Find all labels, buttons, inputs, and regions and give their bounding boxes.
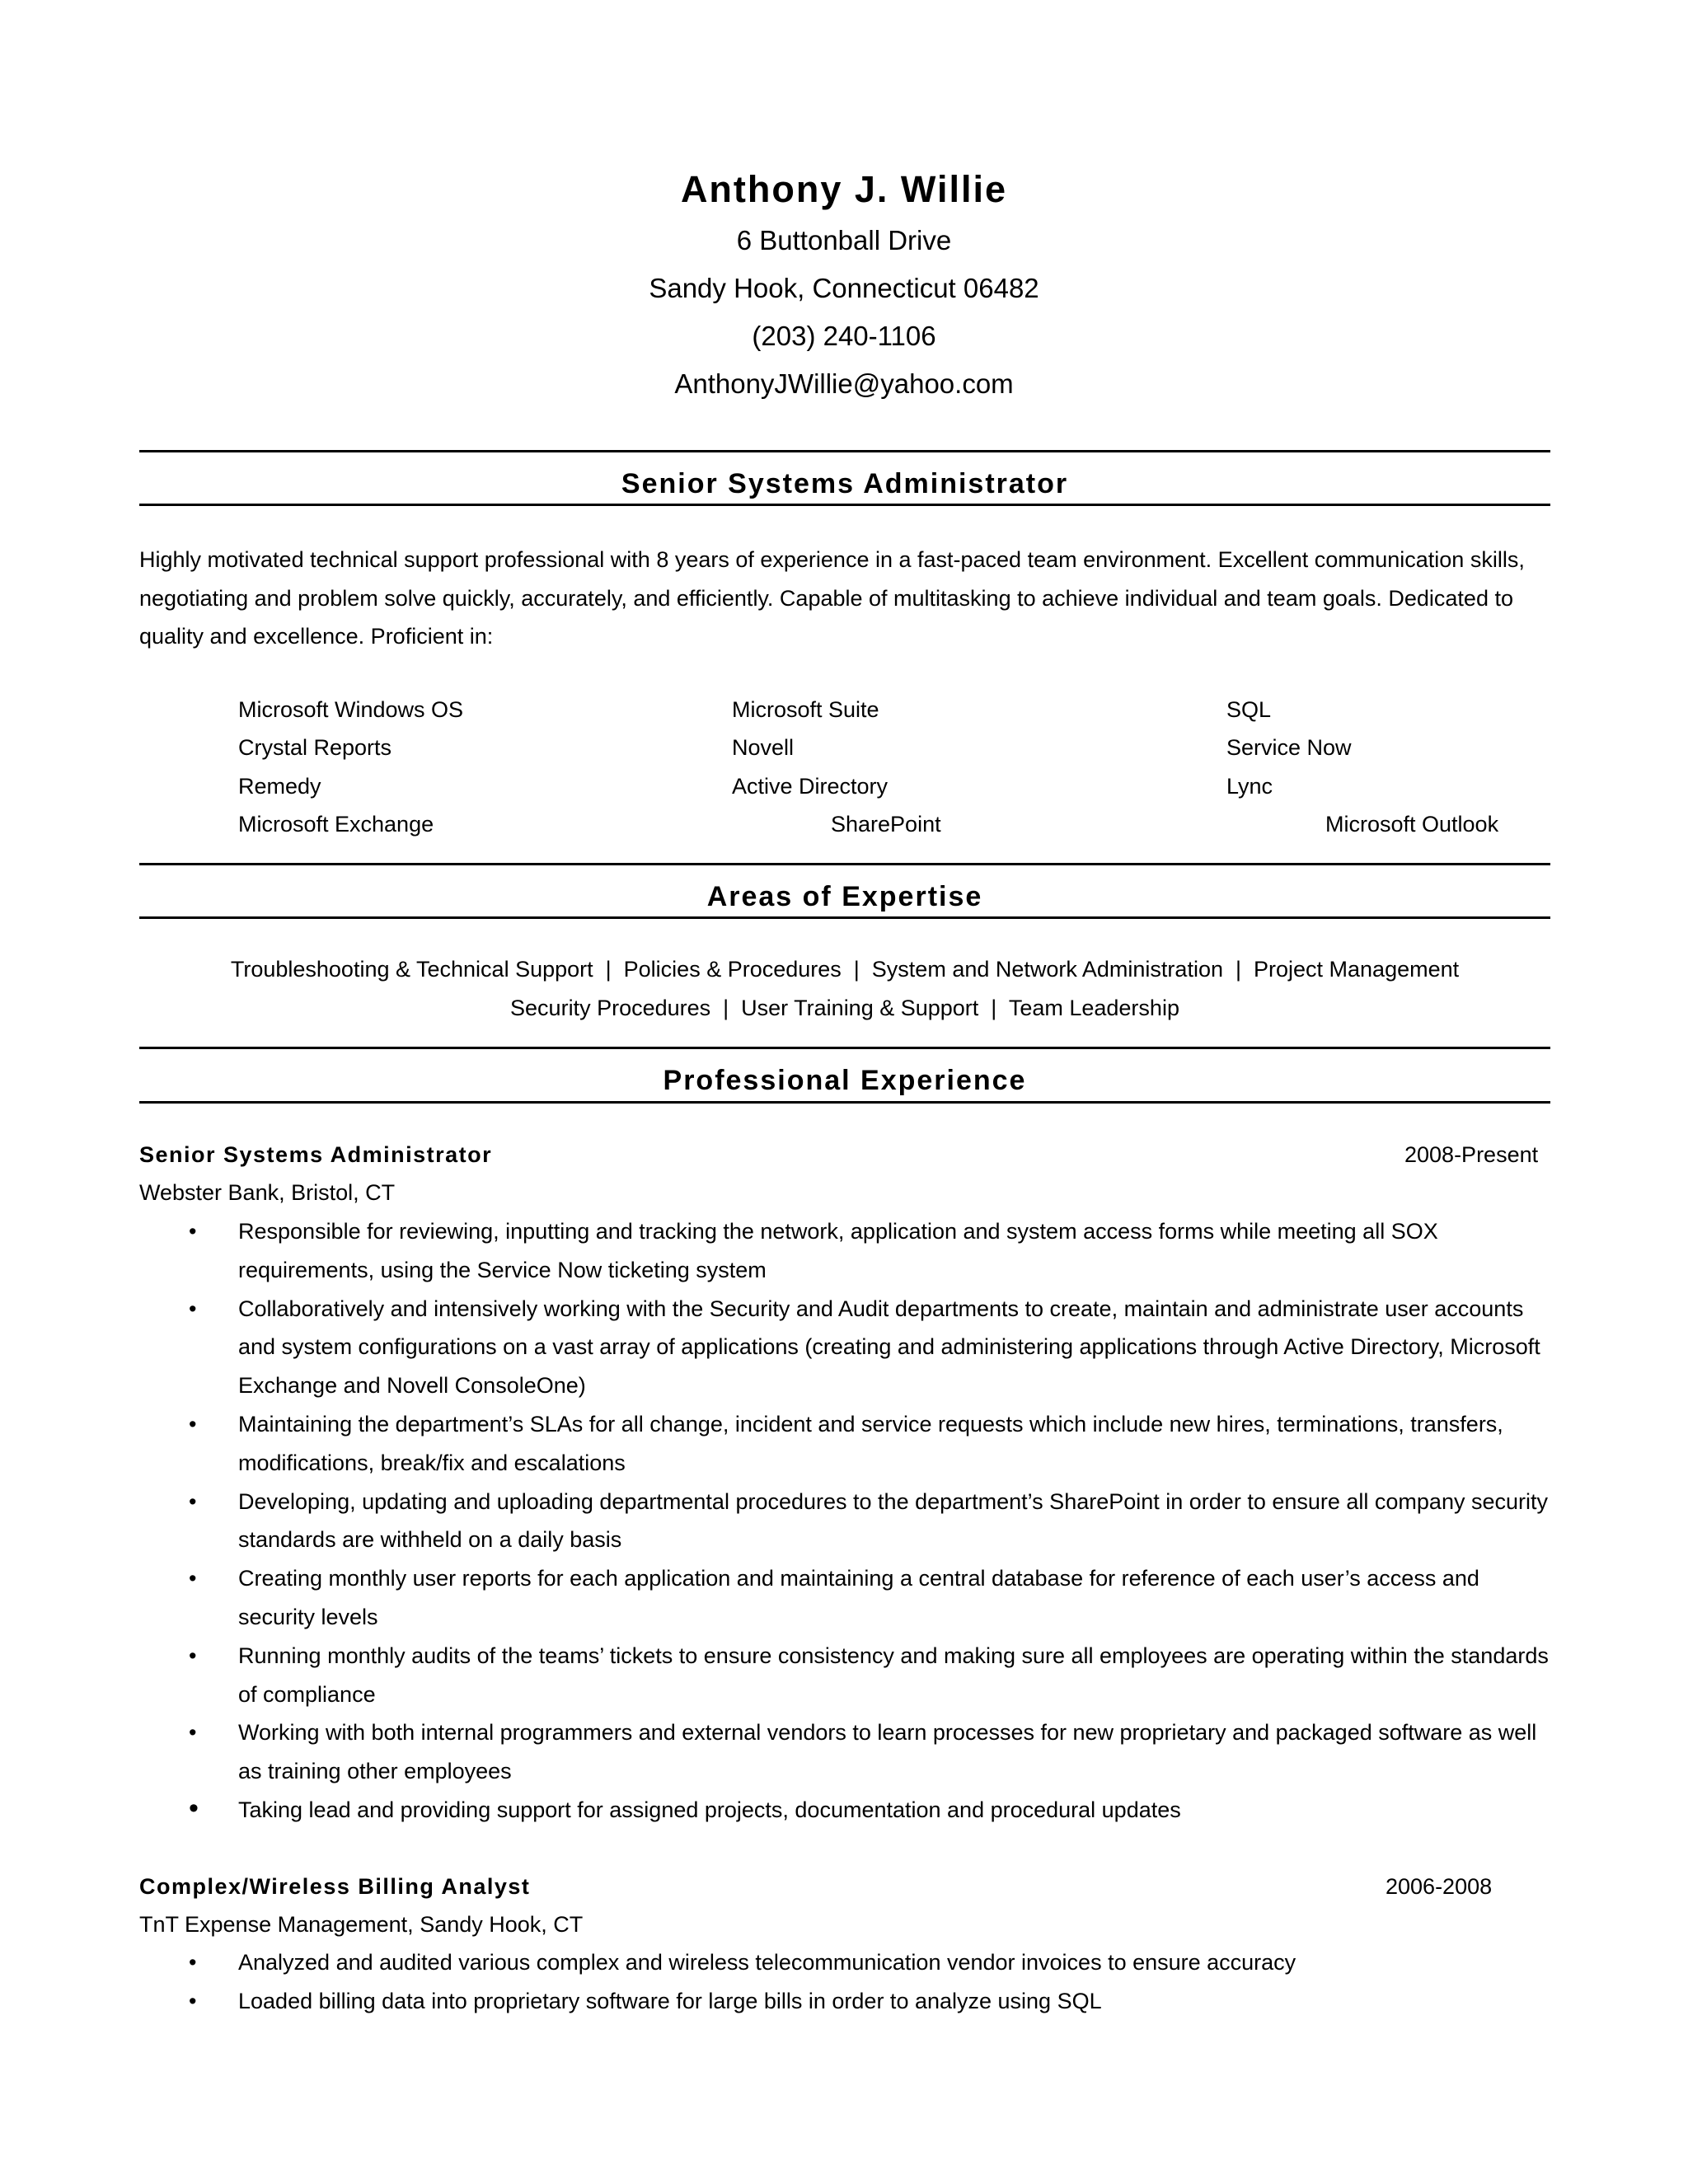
list-item <box>139 1791 1550 1830</box>
bullet-icon: • <box>189 1488 197 1514</box>
bullet-text: Responsible for reviewing, inputting and tracking the network, application and system access forms while meeting all SOX requirements, using the Service Now ticketing system <box>238 1219 1438 1282</box>
list-item <box>139 1982 1550 2021</box>
bullet-text: Taking lead and providing support for assigned projects, documentation and procedural updates <box>238 1797 1181 1822</box>
skill-item: Crystal Reports <box>238 735 392 760</box>
job-company: TnT Expense Management, Sandy Hook, CT <box>139 1912 584 1937</box>
skill-item: Remedy <box>238 774 321 799</box>
bullet-icon: • <box>189 1950 197 1975</box>
expertise-title: Areas of Expertise <box>706 881 983 912</box>
section-divider-bottom <box>139 916 1550 919</box>
job-bullet-list <box>139 1943 1550 2021</box>
section-divider-top <box>139 863 1550 865</box>
expertise-line-2: Security Procedures | User Training & Support | Team Leadership <box>510 996 1179 1020</box>
bullet-text: Working with both internal programmers and external vendors to learn processes for new proprietary and packaged software as well as training other employees <box>238 1720 1537 1784</box>
bullet-icon: • <box>189 1643 197 1668</box>
list-item <box>139 1943 1550 1982</box>
bullet-text: Running monthly audits of the teams’ tickets to ensure consistency and making sure all employees are operating within the standards of compliance <box>238 1643 1549 1707</box>
email-address: AnthonyJWillie@yahoo.com <box>674 368 1014 399</box>
bullet-text: Collaboratively and intensively working with the Security and Audit departments to create, maintain and administrate user accounts and system configurations on a vast array of applications (creating and administering applications through Active Directory, Microsoft Exchange and Novell ConsoleOne) <box>238 1296 1540 1399</box>
bullet-text: Creating monthly user reports for each application and maintaining a central database for reference of each user’s access and security levels <box>238 1566 1479 1629</box>
job-bullet-list <box>139 1212 1550 1830</box>
phone-number: (203) 240-1106 <box>752 321 936 351</box>
list-item <box>139 1713 1550 1791</box>
skill-item: Novell <box>732 735 795 760</box>
summary-paragraph: Highly motivated technical support professional with 8 years of experience in a fast-paced team environment. Excellent communication skills, negotiating and problem solve quickly, accurately, and efficiently. Capable of multitasking to achieve individual and team goals. Dedicated to quality and excellence. Proficient in: <box>139 547 1525 649</box>
section-divider-bottom <box>139 504 1550 506</box>
list-item <box>139 1637 1550 1714</box>
address-line-2: Sandy Hook, Connecticut 06482 <box>649 273 1039 303</box>
skill-item: Microsoft Exchange <box>238 812 434 837</box>
bullet-text: Loaded billing data into proprietary software for large bills in order to analyze using SQL <box>238 1988 1102 2013</box>
job-title: Complex/Wireless Billing Analyst <box>139 1874 531 1899</box>
bullet-icon: • <box>189 1219 197 1244</box>
list-item <box>139 1290 1550 1405</box>
skill-item: Active Directory <box>732 774 889 799</box>
candidate-name: Anthony J. Willie <box>680 168 1008 210</box>
bullet-icon: • <box>189 1988 197 2013</box>
skill-item: Service Now <box>1226 735 1352 760</box>
section-divider-top <box>139 450 1550 452</box>
section-divider-bottom <box>139 1101 1550 1104</box>
list-item <box>139 1483 1550 1560</box>
experience-title: Professional Experience <box>663 1065 1027 1096</box>
bullet-icon: • <box>189 1720 197 1746</box>
list-item <box>139 1212 1550 1290</box>
skill-item: Microsoft Outlook <box>1325 812 1499 837</box>
resume-header <box>0 165 1688 408</box>
job-dates: 2006-2008 <box>1386 1874 1493 1899</box>
skill-item: SharePoint <box>831 812 941 837</box>
skill-item: SQL <box>1226 697 1272 722</box>
list-item <box>139 1405 1550 1483</box>
job-title: Senior Systems Administrator <box>139 1142 493 1167</box>
bullet-icon: • <box>189 1411 197 1436</box>
skill-item: Microsoft Suite <box>732 697 879 722</box>
expertise-line-1: Troubleshooting & Technical Support | Policies & Procedures | System and Network Administration | Project Management <box>230 957 1460 982</box>
skill-item: Microsoft Windows OS <box>238 697 464 722</box>
address-line-1: 6 Buttonball Drive <box>736 225 952 255</box>
job-company: Webster Bank, Bristol, CT <box>139 1180 396 1205</box>
bullet-text: Maintaining the department’s SLAs for all change, incident and service requests which include new hires, terminations, transfers, modifications, break/fix and escalations <box>238 1411 1503 1475</box>
job-dates: 2008-Present <box>1404 1142 1539 1167</box>
list-item <box>139 1559 1550 1637</box>
bullet-icon: • <box>189 1566 197 1591</box>
section-divider-top <box>139 1047 1550 1049</box>
skill-item: Lync <box>1226 774 1273 799</box>
bullet-text: Developing, updating and uploading departmental procedures to the department’s SharePoint in order to ensure all company security standards are withheld on a daily basis <box>238 1488 1548 1553</box>
bullet-icon: • <box>189 1296 197 1321</box>
bullet-icon: • <box>189 1792 199 1824</box>
summary-title: Senior Systems Administrator <box>621 468 1069 499</box>
bullet-text: Analyzed and audited various complex and wireless telecommunication vendor invoices to ensure accuracy <box>238 1950 1296 1975</box>
